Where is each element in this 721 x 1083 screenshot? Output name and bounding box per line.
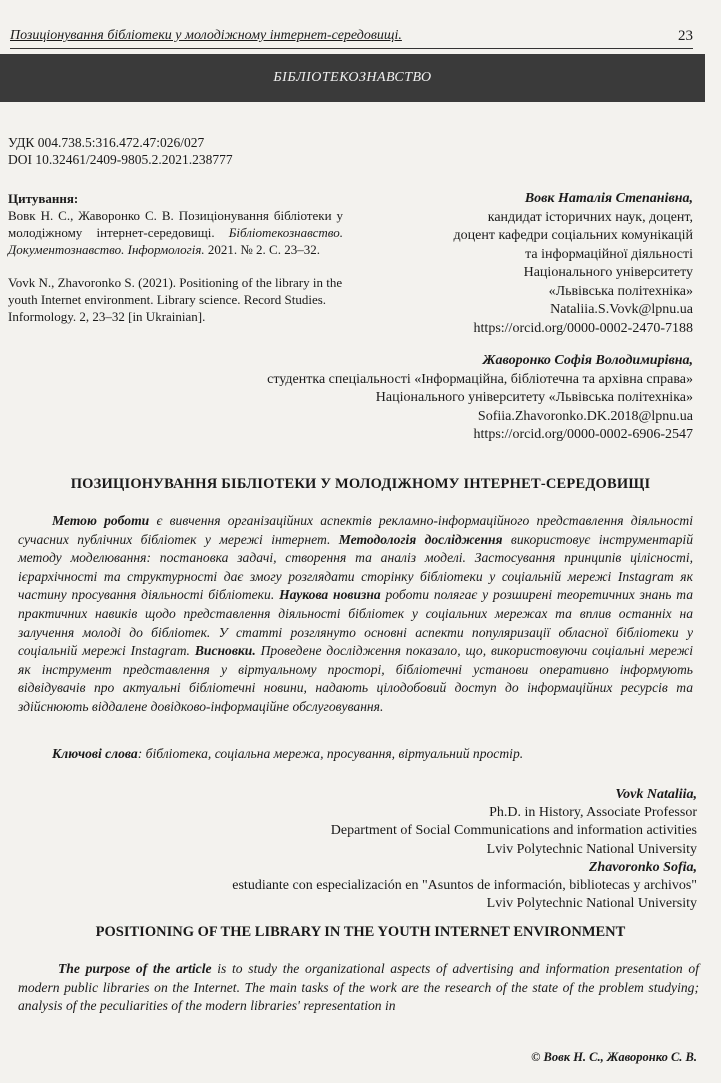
abstract-text: використовує інструментарій методу моделювання: постановка задачі, створення та аналіз моделі. Застосування принципів цілісності, ієрархічності та структурності дає змогу розглядати сторінку бібліотеки у соціальній мережі Instagram як частину просування діяльності бібліотеки. bbox=[18, 531, 693, 603]
copyright-notice: © Вовк Н. С., Жаворонко С. В. bbox=[531, 1050, 697, 1064]
doi-code: DOI 10.32461/2409-9805.2.2021.238777 bbox=[8, 152, 233, 167]
citation-label: Цитування: bbox=[8, 191, 79, 206]
author-line: Національного університету «Львівська політехніка» bbox=[375, 390, 693, 405]
author-vovk-ua bbox=[454, 190, 694, 338]
abstract-ua bbox=[18, 512, 693, 717]
author-name: Вовк Наталія Степанівна, bbox=[524, 191, 693, 206]
udc-code: УДК 004.738.5:316.472.47:026/027 bbox=[8, 135, 205, 150]
citation-ua-authors: Вовк Н. С., Жаворонко С. В. bbox=[8, 208, 174, 223]
keywords-label: Ключові слова bbox=[52, 746, 138, 761]
citation-ua-journal: Бібліотекознавство. Документознавство. Інформологія. bbox=[8, 225, 343, 257]
identifiers bbox=[8, 134, 233, 168]
keywords-ua bbox=[52, 746, 523, 762]
author-line: estudiante con especialización en "Asuntos de información, bibliotecas y archivos" bbox=[232, 878, 697, 894]
abstract-text: is to study the organizational aspects of advertising and information presentation of modern public libraries on the Internet. The main tasks of the work are the research of the state of the problem studying; analysis of the peculiarities of the modern libraries' representation in bbox=[18, 961, 699, 1014]
author-line: Department of Social Communications and information activities bbox=[330, 823, 697, 839]
author-line: кандидат історичних наук, доцент, bbox=[487, 209, 693, 225]
author-line: Lviv Polytechnic National University bbox=[486, 841, 697, 857]
citation-block bbox=[8, 190, 343, 325]
author-email[interactable]: Nataliia.S.Vovk@lpnu.ua bbox=[550, 302, 693, 317]
abstract-lead: The purpose of the article bbox=[58, 961, 212, 976]
running-header bbox=[10, 28, 693, 49]
author-name: Vovk Nataliia, bbox=[615, 787, 697, 802]
citation-en: Vovk N., Zhavoronko S. (2021). Positioning of the library in the youth Internet environment. Library science. Record Studies. Informology. 2, 23–32 [in Ukrainian]. bbox=[8, 275, 343, 324]
author-name: Zhavoronko Sofia, bbox=[588, 859, 697, 875]
abstract-en bbox=[18, 960, 699, 1016]
article-title-en: POSITIONING OF THE LIBRARY IN THE YOUTH INTERNET ENVIRONMENT bbox=[95, 924, 626, 940]
author-line: Національного університету bbox=[523, 265, 693, 280]
running-title: Позиціонування бібліотеки у молодіжному інтернет-середовищі. bbox=[10, 28, 402, 43]
author-line: студентка спеціальності «Інформаційна, бібліотечна та архівна справа» bbox=[267, 371, 693, 387]
author-name: Жаворонко Софія Володимирівна, bbox=[482, 353, 693, 368]
page-number: 23 bbox=[678, 28, 693, 44]
abstract-text: Проведене дослідження показало, що, використовуючи соціальні мережі як інструмент представлення у віртуальному просторі, бібліотечні установи оперативно інформують відвідувачів про актуальні бібліотечні новини, надають цілодобовий доступ до інформаційних ресурсів та здійснюють віддалене довідково-інформаційне обслуговування. bbox=[18, 643, 694, 714]
author-line: доцент кафедри соціальних комунікацій bbox=[453, 228, 693, 243]
author-line: Lviv Polytechnic National University bbox=[486, 896, 697, 912]
citation-ua-title: Позиціонування бібліотеки у молодіжному інтернет-середовищі. bbox=[8, 208, 343, 240]
author-line: та інформаційної діяльності bbox=[525, 246, 693, 262]
author-orcid-link[interactable]: https://orcid.org/0000-0002-2470-7188 bbox=[473, 320, 693, 336]
author-email[interactable]: Sofiia.Zhavoronko.DK.2018@lpnu.ua bbox=[477, 408, 693, 424]
abstract-lead: Методологія дослідження bbox=[338, 531, 503, 547]
keywords-text: : бібліотека, соціальна мережа, просування, віртуальний простір. bbox=[137, 746, 524, 761]
abstract-lead: Наукова новизна bbox=[279, 587, 381, 603]
article-title-ua: ПОЗИЦІОНУВАННЯ БІБЛІОТЕКИ У МОЛОДІЖНОМУ ІНТЕРНЕТ-СЕРЕДОВИЩІ bbox=[70, 476, 651, 492]
authors-en bbox=[232, 786, 697, 913]
citation-ua-tail: 2021. № 2. С. 23–32. bbox=[204, 242, 320, 257]
abstract-text: є вивчення організаційних аспектів рекламно-інформаційного представлення діяльності сучасних публічних бібліотек у мережі інтернет. bbox=[18, 513, 694, 547]
citation-ua bbox=[8, 207, 343, 258]
author-zhavoronko-ua bbox=[267, 352, 693, 445]
author-line: Ph.D. in History, Associate Professor bbox=[489, 805, 697, 821]
section-title: БІБЛІОТЕКОЗНАВСТВО bbox=[273, 70, 432, 85]
abstract-lead: Метою роботи bbox=[52, 513, 150, 528]
section-banner bbox=[0, 54, 705, 102]
author-orcid-link[interactable]: https://orcid.org/0000-0002-6906-2547 bbox=[473, 427, 693, 442]
author-line: «Львівська політехніка» bbox=[548, 283, 693, 299]
abstract-text: роботи полягає у розширені теоретичних знань та практичних навиків щодо представлення діяльності бібліотек у соціальних мережах та вплив останніх на залучення молоді до бібліотек. У статті розглянуто основні аспекти популяризації обласної бібліотеки у соціальній мережі Instagram. bbox=[18, 587, 693, 659]
abstract-lead: Висновки. bbox=[194, 643, 256, 659]
